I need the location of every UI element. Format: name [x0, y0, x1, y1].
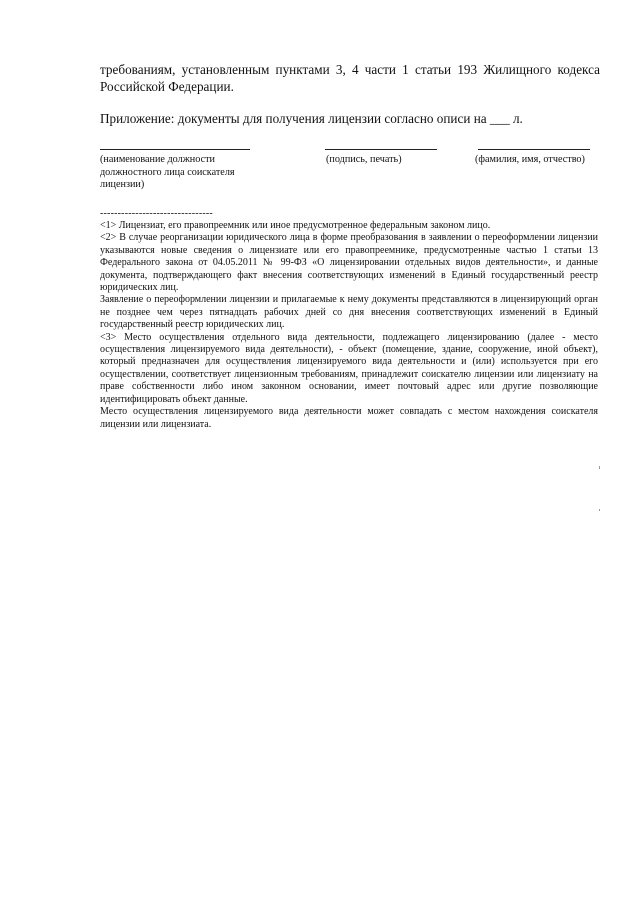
position-signature-line	[100, 149, 250, 150]
position-caption: (наименование должности должностного лица соискателя лицензии)	[100, 154, 235, 191]
footnote-2-continuation: Заявление о переоформлении лицензии и прилагаемые к нему документы представляются в лицензирующий орган не позднее чем через пятнадцать рабочих дней со дня внесения соответствующих изменений в Единый государственный реестр юридических лиц.	[100, 294, 598, 331]
footnote-3: <3> Место осуществления отдельного вида деятельности, подлежащего лицензированию (далее - место осуществления лицензируемого вида деятельности), - объект (помещение, здание, сооружение, иной объект), который предназначен для осуществления лицензируемого вида деятельности и (или) используется при его осуществлении, соответствует лицензионным требованиям, принадлежит соискателю лицензии или лицензиату на праве собственности либо ином законном основании, имеет почтовый адрес или другие позволяющие идентифицировать объект данные.	[100, 331, 598, 405]
signature-line	[325, 149, 437, 150]
footnotes-block	[100, 220, 598, 431]
footnote-2: <2> В случае реорганизации юридического лица в форме преобразования в заявлении о переоформлении лицензии указываются новые сведения о лицензиате или его правопреемнике, предусмотренные частью 1 статьи 13 Федерального закона от 04.05.2011 № 99-ФЗ «О лицензировании отдельных видов деятельности», и данные документа, подтверждающего факт внесения соответствующих изменений в Единый государственный реестр юридических лиц.	[100, 232, 598, 294]
scan-speck	[599, 466, 600, 469]
attachment-line: Приложение: документы для получения лицензии согласно описи на ___ л.	[100, 111, 523, 126]
signature-caption: (подпись, печать)	[326, 154, 402, 165]
footnote-separator: --------------------------------	[100, 208, 213, 219]
footnote-1: <1> Лицензиат, его правопреемник или иное предусмотренное федеральным законом лицо.	[100, 220, 491, 231]
name-caption: (фамилия, имя, отчество)	[475, 154, 585, 165]
scan-speck	[599, 509, 600, 511]
intro-paragraph: требованиям, установленным пунктами 3, 4 части 1 статьи 193 Жилищного кодекса Российской Федерации.	[100, 62, 600, 94]
name-signature-line	[478, 149, 590, 150]
footnote-3-continuation: Место осуществления лицензируемого вида деятельности может совпадать с местом нахождения соискателя лицензии или лицензиата.	[100, 406, 598, 430]
